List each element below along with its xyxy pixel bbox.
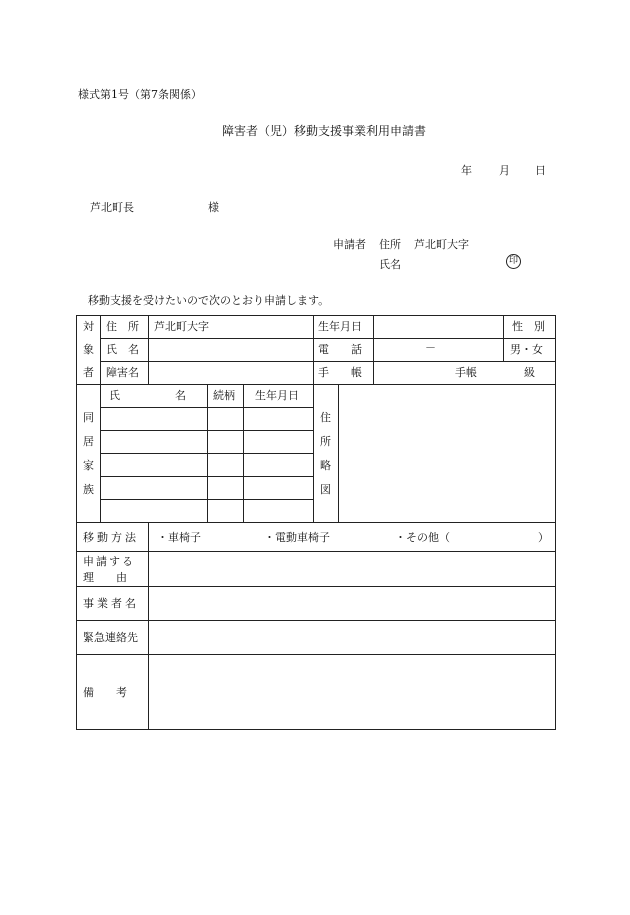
addressee-name: 芦北町長 (90, 201, 134, 214)
reason-label-2: 理 由 (83, 571, 127, 584)
applicant-label: 申請者 (333, 238, 366, 251)
family-birth-header: 生年月日 (255, 389, 299, 402)
name-label: 氏 名 (106, 343, 139, 356)
method-option-other: ・その他（ (395, 531, 450, 544)
provider-label: 事業者名 (83, 597, 139, 610)
date-day: 日 (535, 164, 546, 177)
family-char: 居 (83, 435, 94, 448)
method-option-wheelchair: ・車椅子 (157, 531, 201, 544)
seal-icon: 印 (506, 254, 521, 269)
method-option-electric: ・電動車椅子 (264, 531, 330, 544)
map-char: 図 (320, 483, 331, 496)
map-char: 住 (320, 411, 331, 424)
address-label: 住 所 (106, 320, 139, 333)
disability-label: 障害名 (106, 366, 139, 379)
family-relation-header: 続柄 (213, 389, 235, 402)
applicant-address-label: 住所 (379, 238, 401, 251)
subject-char: 対 (83, 320, 94, 333)
subject-char: 象 (83, 343, 94, 356)
applicant-name-label: 氏名 (379, 258, 401, 271)
intro-text: 移動支援を受けたいので次のとおり申請します。 (88, 294, 330, 307)
notebook-value: 手帳 (455, 366, 477, 379)
map-char: 略 (320, 459, 331, 472)
family-char: 家 (83, 459, 94, 472)
emergency-label: 緊急連絡先 (83, 631, 138, 644)
phone-label: 電 話 (318, 343, 362, 356)
reason-label-1: 申請する (83, 555, 135, 568)
family-char: 同 (83, 411, 94, 424)
method-option-close: ） (538, 531, 549, 544)
family-name-header: 氏 名 (109, 389, 186, 402)
date-year: 年 (461, 164, 472, 177)
notebook-label: 手 帳 (318, 366, 362, 379)
remarks-label: 備 考 (83, 686, 127, 699)
sex-value: 男・女 (510, 343, 543, 356)
applicant-address-value: 芦北町大字 (414, 238, 469, 251)
form-number: 様式第1号（第7条関係） (78, 88, 202, 101)
method-label: 移動方法 (83, 531, 139, 544)
subject-char: 者 (83, 366, 94, 379)
sex-label: 性 別 (512, 320, 545, 333)
page-title: 障害者（児）移動支援事業利用申請書 (222, 124, 427, 138)
address-value: 芦北町大字 (154, 320, 209, 333)
family-char: 族 (83, 483, 94, 496)
addressee-honorific: 様 (208, 201, 219, 214)
birthdate-label: 生年月日 (318, 320, 362, 333)
grade-value: 級 (524, 366, 535, 379)
phone-value: － (425, 341, 436, 354)
map-char: 所 (320, 435, 331, 448)
date-month: 月 (499, 164, 510, 177)
